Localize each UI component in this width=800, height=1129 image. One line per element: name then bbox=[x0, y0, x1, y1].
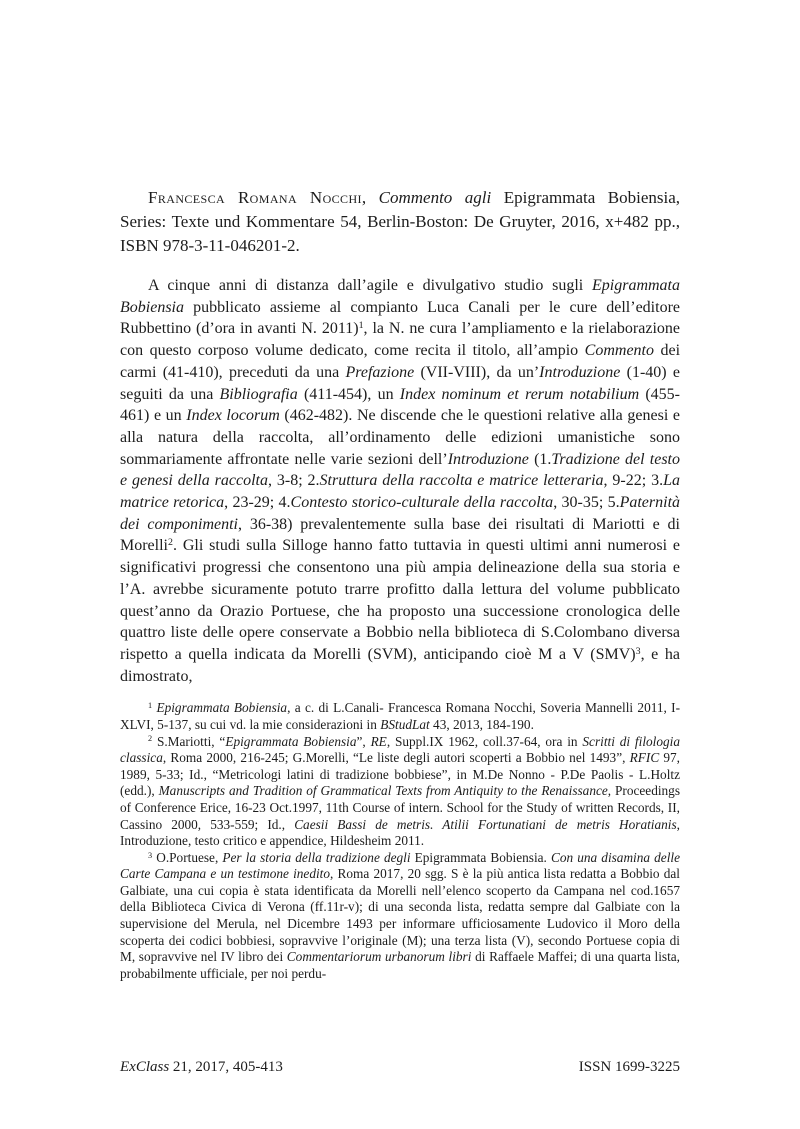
footnote-1: $^1$ Epigrammata Bobiensia, a c. di L.Canali- Francesca Romana Nocchi, Soveria Mannelli 2011, I-XLVI, 5-137, su cui vd. la mie considerazioni in BStudLat 43, 2013, 184-190. bbox=[120, 700, 681, 732]
page-footer bbox=[120, 1057, 680, 1077]
journal-citation: ExClass 21, 2017, 405-413 bbox=[120, 1059, 283, 1075]
review-body-paragraph: A cinque anni di distanza dall’agile e divulgativo studio sugli Epigrammata Bobiensia pubblicato assieme al compianto Luca Canali per le cure dell’editore Rubbettino (d’ora in avanti N. 2011)$^1$, la N. ne cura l’ampliamento e la rielaborazione con questo corposo volume dedicato, come recita il titolo, all’ampio Commento dei carmi (41-410), preceduti da una Prefazione (VII-VIII), da un’Introduzione (1-40) e seguiti da una Bibliografia (411-454), un Index nominum et rerum notabilium (455-461) e un Index locorum (462-482). Ne discende che le questioni relative alla genesi e alla natura della raccolta, all’ordinamento delle edizioni umanistiche sono sommariamente affrontate nelle varie sezioni dell’Introduzione (1.Tradizione del testo e genesi della raccolta, 3-8; 2.Struttura della raccolta e matrice letteraria, 9-22; 3.La matrice retorica, 23-29; 4.Contesto storico-culturale della raccolta, 30-35; 5.Paternità dei componimenti, 36-38) prevalentemente sulla base dei risultati di Mariotti e di Morelli$^2$. Gli studi sulla Silloge hanno fatto tuttavia in questi ultimi anni numerosi e significativi progressi che consentono una più ampia delineazione della sua storia e l’A. avrebbe sicuramente potuto trarre profitto dalla lettura del volume pubblicato quest’anno da Orazio Portuese, che ha proposto una successione cronologica delle quattro liste delle opere conservate a Bobbio nella biblioteca di S.Colombano diversa rispetto a quella indicata da Morelli (SVM), anticipando cioè M a V (SMV)$^3$, e ha dimostrato, bbox=[120, 277, 681, 685]
text-block bbox=[120, 186, 680, 982]
footnote-3: $^3$ O.Portuese, Per la storia della tradizione degli Epigrammata Bobiensia. Con una disamina delle Carte Campana e un testimone inedito, Roma 2017, 20 sgg. S è la più antica lista redatta a Bobbio dal Galbiate, una cui copia è stata identificata da Morelli nell’elenco scoperto da Campana nel cod.1657 della Biblioteca Civica di Verona (ff.11r-v); di una seconda lista, redatta sempre dal Galbiate con la supervisione del Merula, nel Dicembre 1493 per informare ufficiosamente Ludovico il Moro della scoperta dei codici bobbiesi, sopravvive l’originale (M); una terza lista (V), secondo Portuese copia di M, sopravvive nel IV libro dei Commentariorum urbanorum libri di Raffaele Maffei; di una quarta lista, probabilmente ufficiale, per noi perdu- bbox=[120, 849, 680, 981]
review-heading: Francesca Romana Nocchi, Commento agli Epigrammata Bobiensia, Series: Texte und Kommentare 54, Berlin-Boston: De Gruyter, 2016, x+482 pp., ISBN 978-3-11-046201-2. bbox=[120, 188, 680, 255]
footnotes-block bbox=[120, 700, 680, 982]
footnote-2: $^2$ S.Mariotti, “Epigrammata Bobiensia”, RE, Suppl.IX 1962, coll.37-64, ora in Scritti di filologia classica, Roma 2000, 216-245; G.Morelli, “Le liste degli autori scoperti a Bobbio nel 1493”, RFIC 97, 1989, 5-33; Id., “Metricologi latini di tradizione bobbiese”, in M.De Nonno - P.De Paolis - L.Holtz (edd.), Manuscripts and Tradition of Grammatical Texts from Antiquity to the Renaissance, Proceedings of Conference Erice, 16-23 Oct.1997, 11th Course of intern. School for the Study of written Records, II, Cassino 2000, 533-559; Id., Caesii Bassi de metris. Atilii Fortunatiani de metris Horatianis, Introduzione, testo critico e appendice, Hildesheim 2011. bbox=[120, 733, 681, 849]
issn: ISSN 1699-3225 bbox=[578, 1059, 680, 1075]
